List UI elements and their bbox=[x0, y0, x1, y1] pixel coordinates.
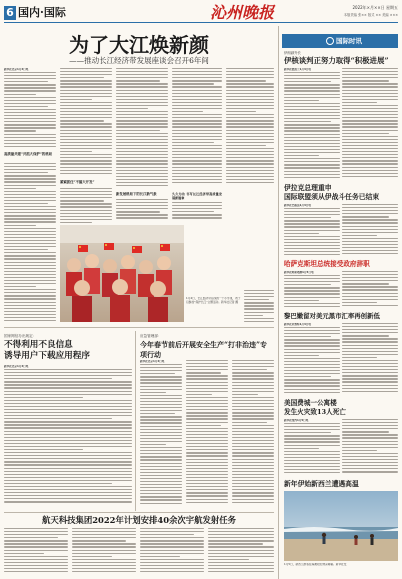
bottom-b-kicker: 应急管理部： bbox=[140, 334, 162, 338]
rc-story-4-dateline: 新华社贝鲁特1月4日电 bbox=[284, 323, 311, 326]
rc-story-1-title: 伊核谈判正努力取得“积极进展” bbox=[284, 56, 389, 65]
bottom-a-dateline: 新华社北京1月4日电 bbox=[4, 365, 29, 368]
right-col-header bbox=[282, 34, 398, 48]
bottom-a-title-1: 不得利用不良信息 bbox=[4, 340, 73, 350]
rc-story-6-caption: 1月5日，新西兰游客在海滩附近纳凉避暑。新华社发 bbox=[284, 563, 347, 566]
lead-subtitle: ——推动长江经济带发展座谈会召开6年间 bbox=[69, 56, 209, 65]
bottom-col-divider bbox=[135, 331, 136, 511]
rc-story-3-dateline: 新华社阿斯塔纳1月5日电 bbox=[284, 271, 314, 274]
right-col-divider bbox=[278, 26, 279, 579]
issue-date: 2022年×月××日 星期五 bbox=[352, 5, 398, 10]
rc-story-4-title: 黎巴嫩留对美元黑市汇率再创新低 bbox=[284, 312, 380, 320]
editor-line: 本版责编 张×× 版式 ×× 美编 ××× bbox=[343, 13, 398, 17]
lead-subhead-3: 新发展格局下的长江新气象 bbox=[116, 192, 157, 196]
lead-subhead-4: 久久为功 书写长江经济带高质量发展新篇章 bbox=[172, 192, 222, 200]
bottom-a-title-2: 诱导用户下载应用程序 bbox=[4, 351, 90, 361]
page-number-badge: 6 bbox=[4, 6, 16, 20]
right-col-header-label: 国际时讯 bbox=[336, 37, 362, 45]
rc-story-1-kicker: 伊朗副外长 bbox=[284, 51, 301, 55]
rc-story-2-title-1: 伊拉克总理重申 bbox=[284, 184, 332, 192]
bottom-banner-title: 航天科技集团2022年计划安排40余次宇航发射任务 bbox=[41, 515, 237, 525]
rc-story-3-title: 哈萨克斯坦总统接受政府辞职 bbox=[284, 260, 370, 268]
lead-photo-caption: 1月4日，长江经济带沿线的一个小学里，孩子们参加“保护长江”主题活动。新华社记者 摄 bbox=[186, 297, 241, 304]
paper-name: 沁州晚报 bbox=[210, 3, 275, 22]
bottom-b-title: 今年春节前后开展安全生产“打非治违”专项行动 bbox=[140, 340, 268, 359]
masthead bbox=[0, 0, 402, 34]
rc-story-5-title-1: 美国费城一公寓楼 bbox=[284, 399, 337, 407]
rc-story-5-title-2: 发生火灾致13人死亡 bbox=[284, 408, 346, 416]
beach-photo bbox=[284, 491, 398, 561]
children-with-flags-photo bbox=[60, 225, 184, 322]
lead-title: 为了大江焕新颜 bbox=[69, 33, 209, 57]
lead-photo bbox=[60, 225, 184, 322]
lead-subhead-1: 高质量共建“共抓大保护”的格局 bbox=[4, 152, 52, 156]
rc-story-1-dateline: 新华社德黑兰1月4日电 bbox=[284, 68, 311, 71]
masthead-rule bbox=[4, 22, 398, 23]
rc-story-2-title-2: 国际联盟须从伊战斗任务已结束 bbox=[284, 193, 380, 201]
lead-bottom-rule bbox=[4, 327, 274, 328]
rc-story-6-photo bbox=[284, 491, 398, 561]
bottom-b-dateline: 新华社北京1月4日电 bbox=[140, 360, 165, 363]
globe-icon bbox=[326, 37, 334, 45]
rc-story-2-dateline: 新华社巴格达1月4日电 bbox=[284, 204, 311, 207]
lead-subhead-2: 紧紧抓住“不搞大开发” bbox=[60, 180, 95, 184]
rc-story-6-title: 新年伊始新西兰遭遇高温 bbox=[284, 480, 359, 488]
lead-dateline: 新华社北京1月4日电 bbox=[4, 68, 29, 71]
section-title: 国内·国际 bbox=[18, 6, 66, 19]
banner-rule bbox=[4, 512, 274, 513]
rc-story-5-dateline: 新华社纽约1月5日电 bbox=[284, 419, 309, 422]
bottom-a-kicker: 国家网信办出规定： bbox=[4, 334, 37, 338]
